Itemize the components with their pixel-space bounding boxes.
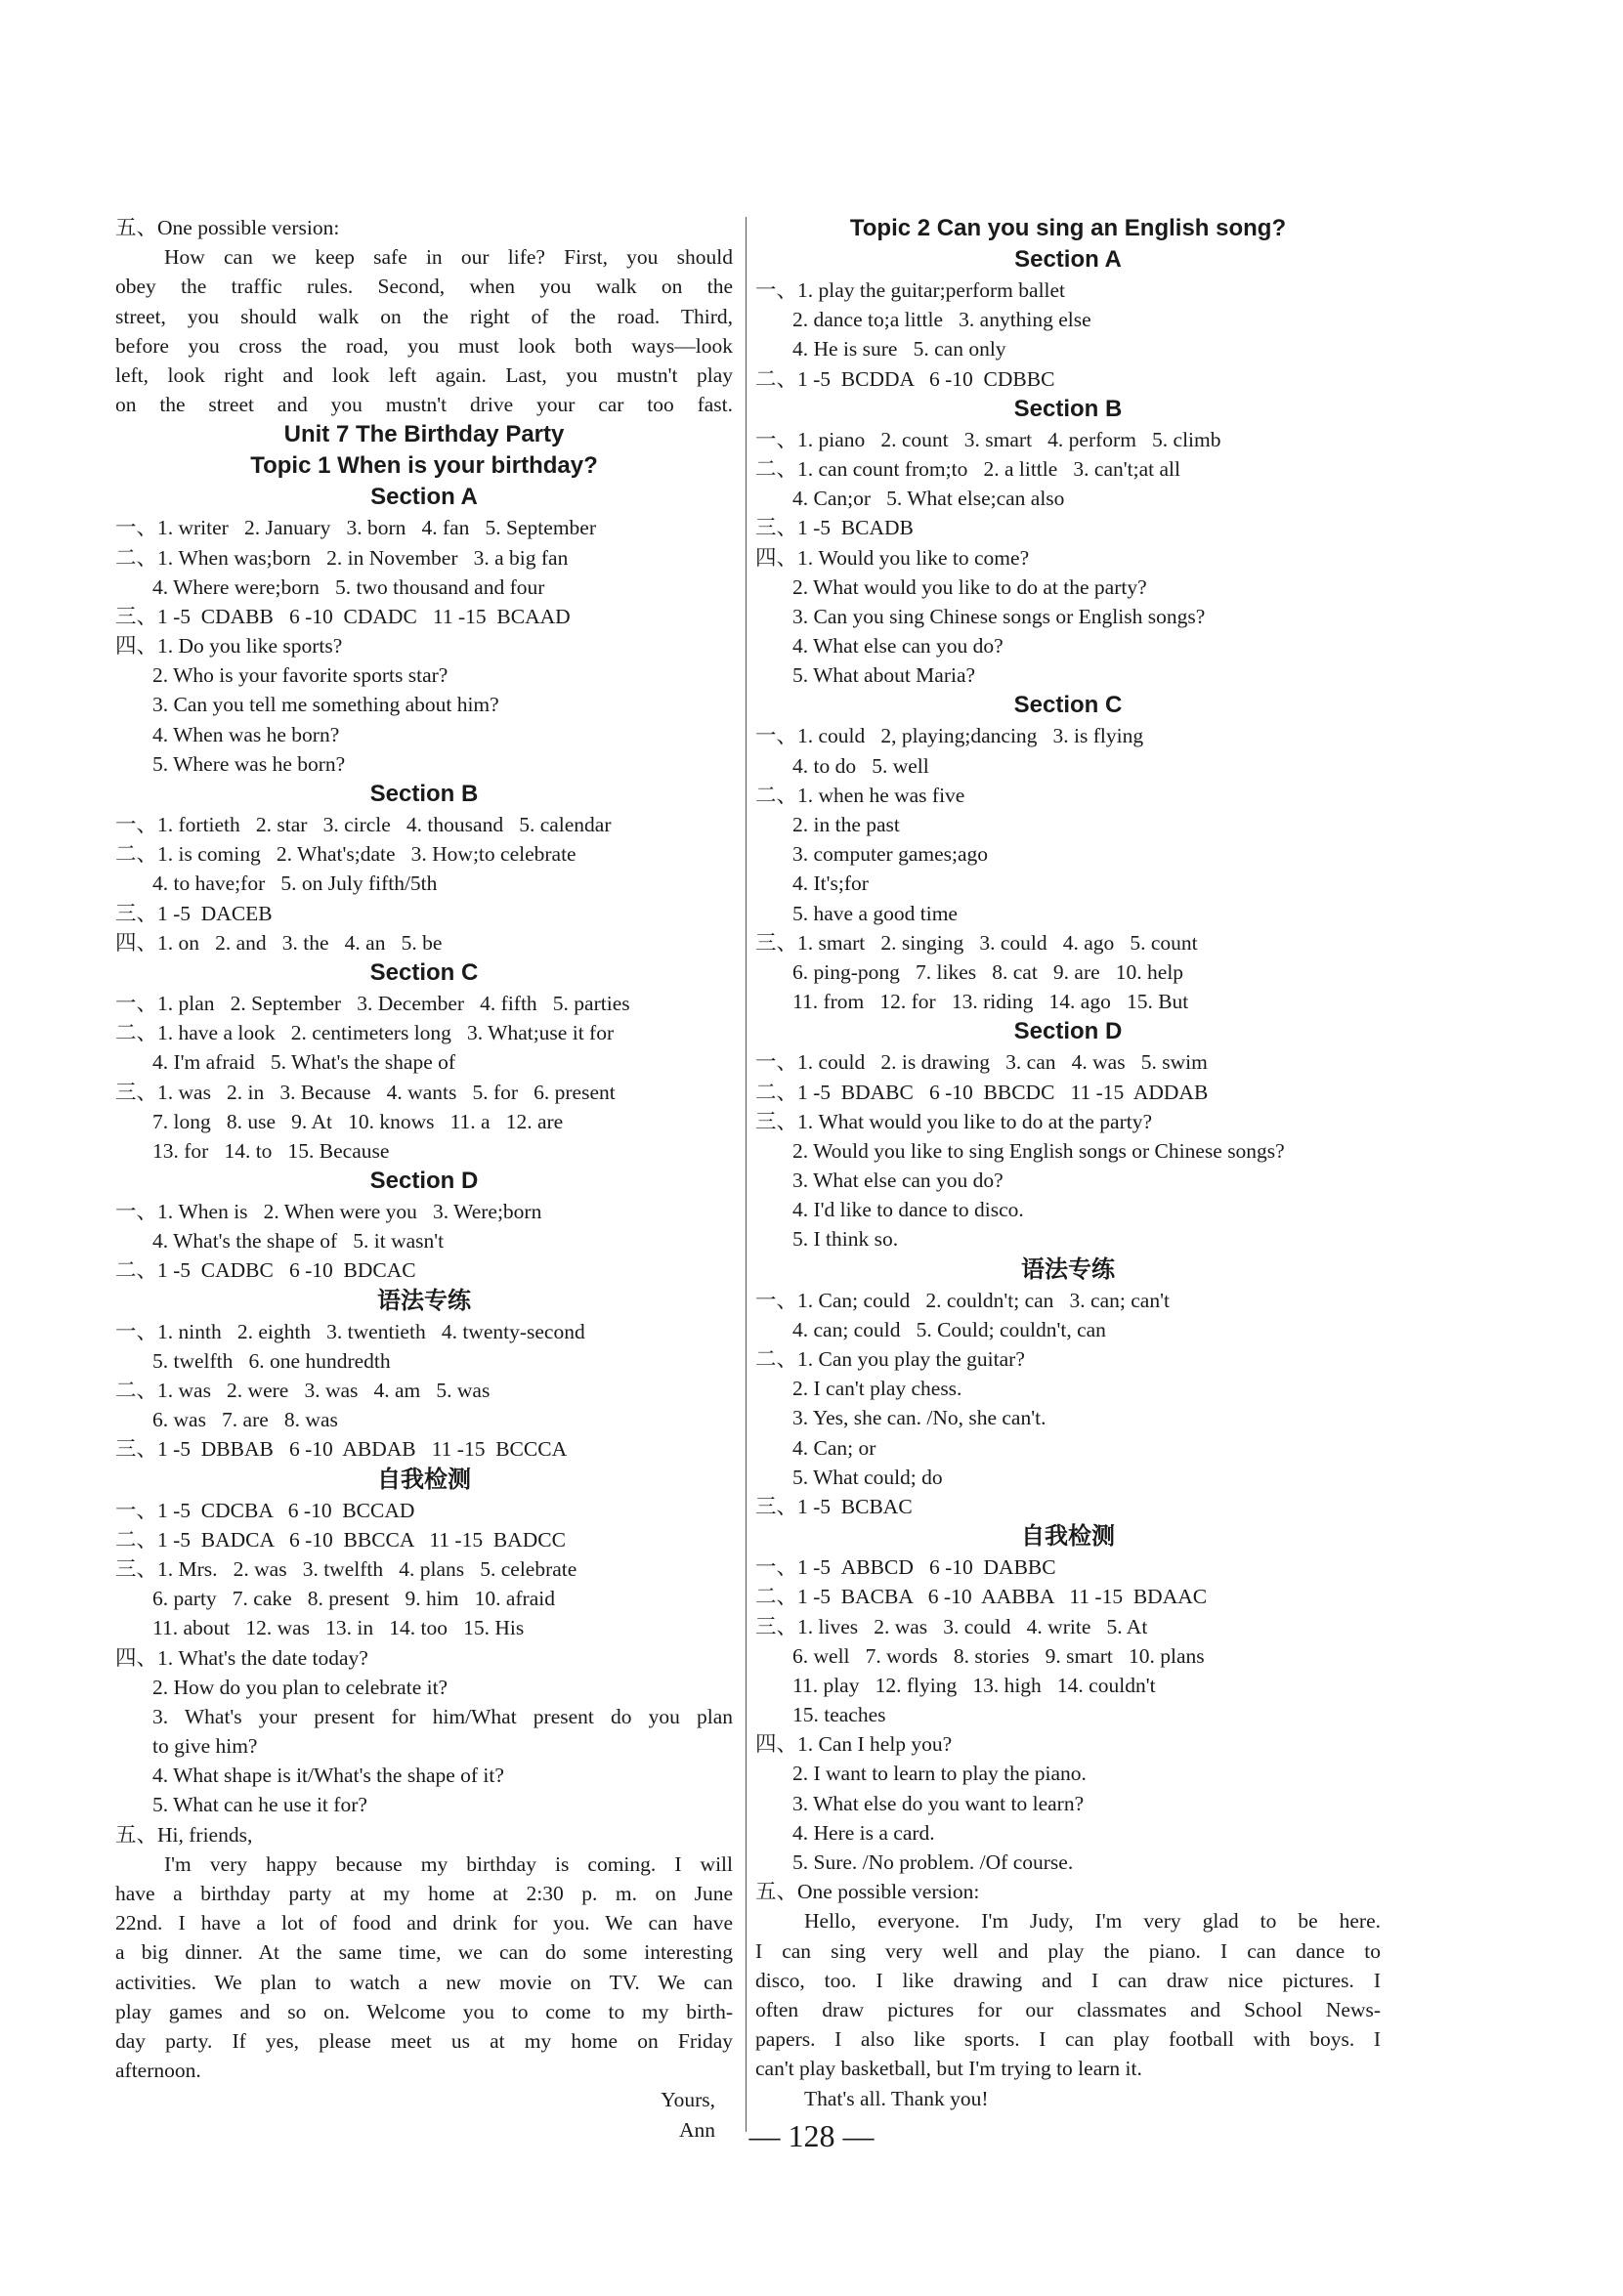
answer-line: 二、1 -5 CADBC 6 -10 BDCAC	[115, 1258, 416, 1283]
paragraph-line: 22nd. I have a lot of food and drink for you. We can have	[115, 1911, 733, 1935]
answer-line: 二、1. can count from;to 2. a little 3. can't;at all	[755, 456, 1180, 481]
answer-line: 4. to have;for 5. on July fifth/5th	[152, 872, 438, 896]
answer-line: 五、One possible version:	[115, 216, 340, 239]
paragraph-line: disco, too. I like drawing and I can draw nice pictures. I	[755, 1968, 1381, 1992]
answer-line: 一、1 -5 ABBCD 6 -10 DABBC	[755, 1555, 1056, 1580]
answer-line: 3. Can you tell me something about him?	[152, 693, 499, 717]
answer-line: 4. He is sure 5. can only	[792, 337, 1006, 361]
answer-line: 2. dance to;a little 3. anything else	[792, 308, 1091, 332]
answer-line: 15. teaches	[792, 1703, 886, 1727]
paragraph-line: How can we keep safe in our life? First, you should	[164, 245, 733, 270]
answer-line: 五、One possible version:	[755, 1880, 980, 1904]
section-heading: 语法专练	[377, 1287, 471, 1314]
answer-line: 一、1. Can; could 2. couldn't; can 3. can; can't	[755, 1288, 1170, 1312]
answer-line: 三、1 -5 DBBAB 6 -10 ABDAB 11 -15 BCCCA	[115, 1437, 568, 1462]
answer-line: 5. Sure. /No problem. /Of course.	[792, 1850, 1074, 1874]
answer-line: 3. What else can you do?	[792, 1169, 1004, 1193]
section-heading: 自我检测	[1021, 1523, 1115, 1551]
paragraph-line: I'm very happy because my birthday is coming. I will	[164, 1851, 733, 1876]
paragraph-line: before you cross the road, you must look both ways—look	[115, 333, 733, 358]
answer-line: 5. Where was he born?	[152, 751, 346, 776]
answer-line: 五、Hi, friends,	[115, 1822, 253, 1847]
answer-line: 13. for 14. to 15. Because	[152, 1138, 390, 1163]
answer-line: 5. What can he use it for?	[152, 1793, 367, 1817]
section-heading: Unit 7 The Birthday Party	[283, 421, 565, 448]
answer-line: 5. What could; do	[792, 1465, 943, 1489]
answer-line: 二、1. is coming 2. What's;date 3. How;to celebrate	[115, 842, 577, 867]
answer-line: 二、1. When was;born 2. in November 3. a big fan	[115, 545, 569, 570]
answer-line: 3. computer games;ago	[792, 842, 989, 867]
answer-line: 一、1. ninth 2. eighth 3. twentieth 4. twenty-second	[115, 1319, 585, 1343]
answer-line: 四、1. Do you like sports?	[115, 634, 343, 659]
answer-line: 4. What's the shape of 5. it wasn't	[152, 1229, 445, 1254]
answer-line: 四、1. What's the date today?	[115, 1645, 368, 1670]
paragraph-line: I can sing very well and play the piano. I can dance to	[755, 1938, 1381, 1963]
answer-line: 二、1. was 2. were 3. was 4. am 5. was	[115, 1379, 491, 1402]
answer-line: 三、1 -5 BCADB	[755, 516, 914, 540]
section-heading: Section C	[1013, 692, 1123, 719]
answer-line: 一、1. plan 2. September 3. December 4. fifth 5. parties	[115, 991, 630, 1015]
answer-line: 4. What shape is it/What's the shape of it?	[152, 1764, 504, 1788]
answer-line: 三、1. What would you like to do at the party?	[755, 1109, 1153, 1133]
answer-line: 11. about 12. was 13. in 14. too 15. His	[152, 1616, 525, 1640]
answer-line: 11. play 12. flying 13. high 14. couldn't	[792, 1673, 1156, 1697]
answer-line: 2. How do you plan to celebrate it?	[152, 1675, 448, 1699]
answer-line: 一、1. writer 2. January 3. born 4. fan 5. September	[115, 516, 597, 540]
answer-line: 4. What else can you do?	[792, 634, 1004, 659]
paragraph-line: left, look right and look left again. Last, you mustn't play	[115, 362, 733, 387]
answer-line: 三、1. Mrs. 2. was 3. twelfth 4. plans 5. celebrate	[115, 1556, 577, 1581]
answer-line: 6. party 7. cake 8. present 9. him 10. afraid	[152, 1587, 555, 1611]
answer-line: 6. well 7. words 8. stories 9. smart 10. plans	[792, 1643, 1205, 1668]
answer-line: 5. I think so.	[792, 1227, 899, 1252]
answer-line: 3. Yes, she can. /No, she can't.	[792, 1406, 1046, 1430]
section-heading: Section B	[1013, 395, 1123, 422]
answer-line: 一、1. could 2, playing;dancing 3. is flying	[755, 724, 1144, 748]
section-heading: Section D	[369, 1168, 479, 1195]
answer-line: 一、1. piano 2. count 3. smart 4. perform 5. climb	[755, 427, 1221, 451]
left-column	[115, 213, 733, 2145]
section-heading: Section C	[369, 958, 479, 986]
answer-line: 4. to do 5. well	[792, 753, 929, 778]
answer-line: 2. Who is your favorite sports star?	[152, 663, 448, 688]
paragraph-line: have a birthday party at my home at 2:30 p. m. on June	[115, 1882, 733, 1905]
section-heading: Section A	[1014, 246, 1122, 273]
section-heading: Topic 2 Can you sing an English song?	[849, 215, 1287, 241]
answer-line: 2. I can't play chess.	[792, 1377, 962, 1401]
answer-line: 二、1 -5 BACBA 6 -10 AABBA 11 -15 BDAAC	[755, 1585, 1208, 1609]
answer-line: 3. Can you sing Chinese songs or English songs?	[792, 604, 1206, 628]
paragraph-line: day party. If yes, please meet us at my home on Friday	[115, 2028, 733, 2053]
paragraph-line: a big dinner. At the same time, we can do some interesting	[115, 1940, 733, 1965]
answer-line: 三、1. was 2. in 3. Because 4. wants 5. for 6. present	[115, 1080, 616, 1104]
answer-line: 3. What else do you want to learn?	[792, 1791, 1085, 1815]
answer-line: 6. ping-pong 7. likes 8. cat 9. are 10. help	[792, 959, 1184, 984]
answer-line: 5. twelfth 6. one hundredth	[152, 1348, 391, 1373]
answer-line: 5. have a good time	[792, 901, 958, 925]
answer-line: 一、1. play the guitar;perform ballet	[755, 278, 1066, 302]
answer-line: 4. I'd like to dance to disco.	[792, 1198, 1024, 1222]
section-heading: 自我检测	[377, 1466, 471, 1493]
section-heading: 语法专练	[1021, 1255, 1115, 1283]
answer-line: afternoon.	[115, 2059, 201, 2083]
paragraph-line: obey the traffic rules. Second, when you walk on the	[115, 275, 733, 299]
answer-line: 4. I'm afraid 5. What's the shape of	[152, 1050, 456, 1075]
answer-line: 4. It's;for	[792, 872, 869, 896]
page-number: — 128 —	[748, 2118, 875, 2153]
answer-line: 2. in the past	[792, 813, 900, 836]
paragraph-line: Hello, everyone. I'm Judy, I'm very glad to be here.	[804, 1909, 1381, 1934]
answer-line: 二、1. Can you play the guitar?	[755, 1347, 1025, 1371]
section-heading: Topic 1 When is your birthday?	[250, 452, 598, 480]
answer-line: 一、1. could 2. is drawing 3. can 4. was 5. swim	[755, 1050, 1208, 1075]
answer-line: 2. Would you like to sing English songs or Chinese songs?	[792, 1138, 1285, 1163]
answer-line: 一、1 -5 CDCBA 6 -10 BCCAD	[115, 1498, 415, 1522]
right-column	[755, 213, 1381, 2113]
answer-line: to give him?	[152, 1734, 258, 1759]
paragraph-line: often draw pictures for our classmates and School News-	[755, 1997, 1381, 2021]
answer-line: 2. What would you like to do at the party?	[792, 574, 1147, 599]
answer-line: 4. When was he born?	[152, 722, 340, 746]
answer-line: 三、1 -5 DACEB	[115, 901, 273, 925]
answer-line: 4. Can; or	[792, 1435, 876, 1460]
answer-line: 4. can; could 5. Could; couldn't, can	[792, 1317, 1106, 1341]
section-heading: Section A	[370, 484, 478, 511]
signature-line: Ann	[678, 2117, 715, 2142]
answer-line: 三、1. smart 2. singing 3. could 4. ago 5. count	[755, 930, 1198, 955]
answer-line: 4. Can;or 5. What else;can also	[792, 487, 1065, 511]
answer-line: 二、1 -5 BDABC 6 -10 BBCDC 11 -15 ADDAB	[755, 1080, 1209, 1104]
answer-line: 一、1. When is 2. When were you 3. Were;born	[115, 1200, 542, 1224]
section-heading: Section B	[369, 781, 479, 807]
signature-line: Yours,	[661, 2088, 715, 2112]
answer-line: 6. was 7. are 8. was	[152, 1408, 338, 1432]
answer-line: 二、1. have a look 2. centimeters long 3. What;use it for	[115, 1021, 615, 1045]
answer-line: 一、1. fortieth 2. star 3. circle 4. thousand 5. calendar	[115, 813, 612, 836]
paragraph-line: 3. What's your present for him/What present do you plan	[152, 1704, 733, 1728]
answer-line: 四、1. on 2. and 3. the 4. an 5. be	[115, 930, 443, 955]
answer-line: That's all. Thank you!	[804, 2086, 989, 2110]
answer-line: 2. I want to learn to play the piano.	[792, 1762, 1087, 1786]
answer-line: 二、1 -5 BADCA 6 -10 BBCCA 11 -15 BADCC	[115, 1527, 566, 1552]
answer-line: 二、1 -5 BCDDA 6 -10 CDBBC	[755, 366, 1055, 391]
answer-line: 三、1 -5 CDABB 6 -10 CDADC 11 -15 BCAAD	[115, 604, 571, 628]
answer-line: can't play basketball, but I'm trying to learn it.	[755, 2057, 1142, 2081]
answer-line: 5. What about Maria?	[792, 663, 976, 688]
paragraph-line: street, you should walk on the right of the road. Third,	[115, 304, 733, 328]
answer-line: 二、1. when he was five	[755, 783, 965, 807]
paragraph-line: papers. I also like sports. I can play football with boys. I	[755, 2027, 1381, 2052]
paragraph-line: on the street and you mustn't drive your car too fast.	[115, 393, 733, 417]
answer-line: 4. Here is a card.	[792, 1820, 935, 1845]
paragraph-line: activities. We plan to watch a new movie on TV. We can	[115, 1970, 733, 1994]
paragraph-line: play games and so on. Welcome you to come to my birth-	[115, 1999, 733, 2023]
answer-line: 四、1. Would you like to come?	[755, 545, 1030, 570]
answer-line: 三、1 -5 BCBAC	[755, 1494, 913, 1518]
column-divider	[746, 217, 747, 2132]
answer-line: 三、1. lives 2. was 3. could 4. write 5. At	[755, 1614, 1148, 1638]
section-heading: Section D	[1013, 1018, 1123, 1045]
answer-line: 11. from 12. for 13. riding 14. ago 15. But	[792, 990, 1189, 1014]
answer-line: 四、1. Can I help you?	[755, 1732, 953, 1757]
answer-line: 4. Where were;born 5. two thousand and four	[152, 574, 545, 599]
answer-line: 7. long 8. use 9. At 10. knows 11. a 12. are	[152, 1109, 564, 1133]
